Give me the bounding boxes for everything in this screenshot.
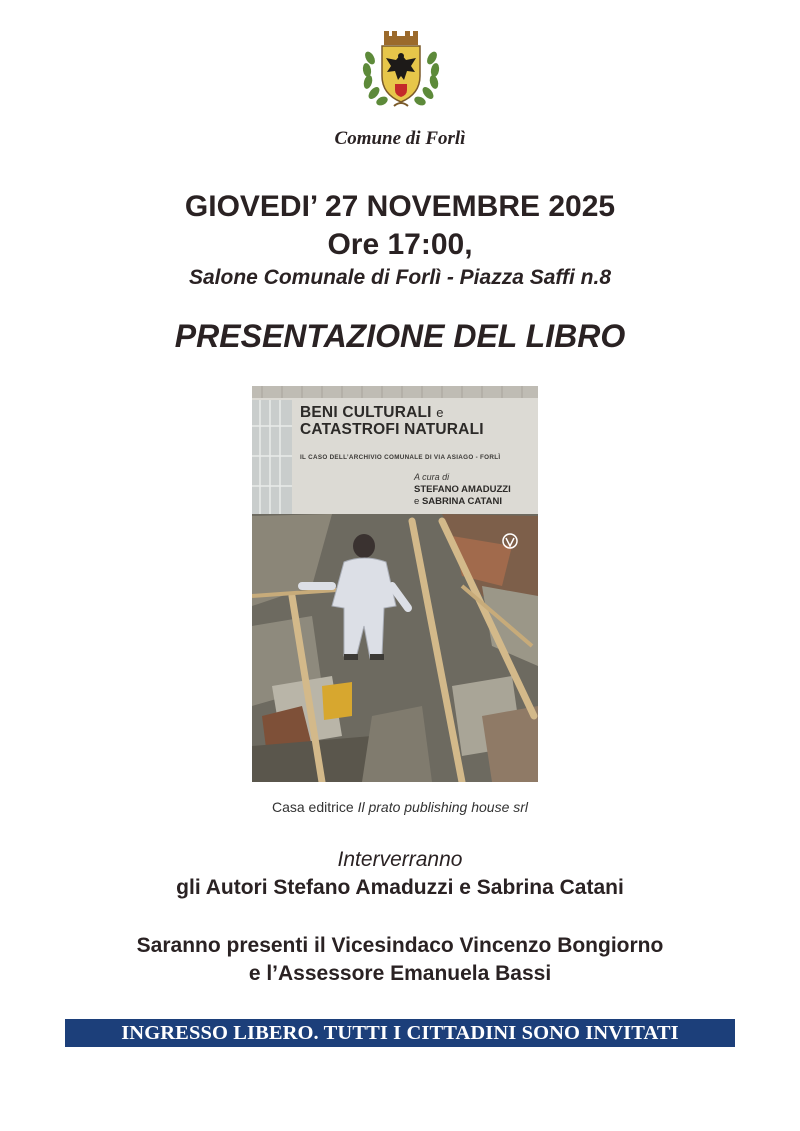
event-venue: Salone Comunale di Forlì - Piazza Saffi n.8 <box>188 266 612 289</box>
publisher-name: Il prato publishing house srl <box>357 799 529 815</box>
book-editor-1: STEFANO AMADUZZI <box>414 484 511 495</box>
publisher-prefix: Casa editrice <box>271 799 354 815</box>
book-editor-2 <box>414 496 502 507</box>
publisher-credit <box>0 799 800 815</box>
book-title-conj: e <box>436 405 444 420</box>
event-date: GIOVEDI’ 27 NOVEMBRE 2025 <box>184 190 616 223</box>
guests-line-2: e l’Assessore Emanuela Bassi <box>248 962 552 985</box>
book-title <box>300 404 484 438</box>
book-cover-photo <box>252 386 538 782</box>
coat-of-arms-icon <box>360 28 442 112</box>
book-editor-conj: e <box>414 496 420 507</box>
event-headline: PRESENTAZIONE DEL LIBRO <box>174 318 626 354</box>
book-title-line2: CATASTROFI NATURALI <box>300 421 484 438</box>
speakers-authors: gli Autori Stefano Amaduzzi e Sabrina Catani <box>176 876 624 899</box>
free-entry-banner: INGRESSO LIBERO. TUTTI I CITTADINI SONO INVITATI <box>65 1019 735 1047</box>
event-time: Ore 17:00, <box>327 228 473 261</box>
municipality-name: Comune di Forlì <box>334 128 466 149</box>
book-curated-by: A cura di <box>414 472 450 482</box>
guests-line-1: Saranno presenti il Vicesindaco Vincenzo Bongiorno <box>136 934 664 957</box>
speakers-intro: Interverranno <box>337 848 463 871</box>
book-cover <box>252 386 538 782</box>
book-title-line1: BENI CULTURALI <box>300 404 432 421</box>
book-subtitle: IL CASO DELL’ARCHIVIO COMUNALE DI VIA ASIAGO - FORLÌ <box>300 454 501 461</box>
book-editor-2-name: SABRINA CATANI <box>421 496 502 507</box>
